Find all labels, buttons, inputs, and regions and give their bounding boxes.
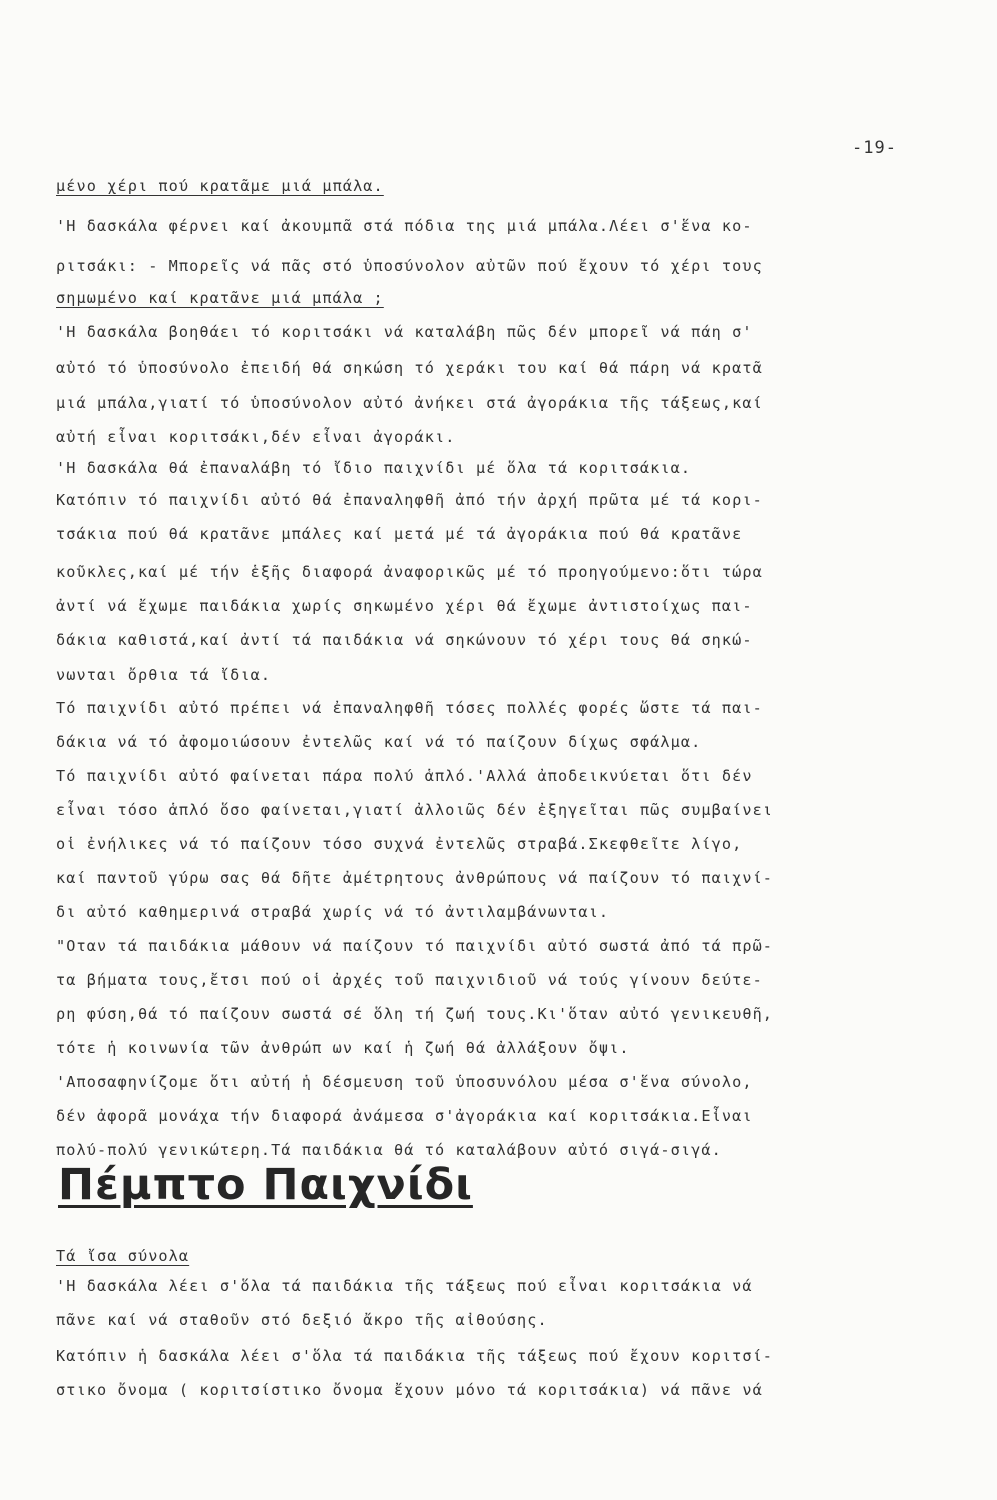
text-line: στικο ὄνομα ( κοριτσίστικο ὄνομα ἔχουν μόνο τά κοριτσάκια) νά πᾶνε νά <box>56 1381 763 1399</box>
text-line: δι αὐτό καθημερινά στραβά χωρίς νά τό ἀντιλαμβάνωνται. <box>56 903 610 921</box>
text-line: Κατόπιν ἡ δασκάλα λέει σ'ὅλα τά παιδάκια τῆς τάξεως πού ἔχουν κοριτσί- <box>56 1347 774 1365</box>
text-line: σημωμένο καί κρατᾶνε μιά μπάλα ; <box>56 289 384 307</box>
text-line: 'Η δασκάλα θά ἐπαναλάβη τό ἴδιο παιχνίδι μέ ὅλα τά κοριτσάκια. <box>56 459 692 477</box>
text-line: δάκια καθιστά,καί ἀντί τά παιδάκια νά σηκώνουν τό χέρι τους θά σηκώ- <box>56 631 753 649</box>
text-line: 'Η δασκάλα βοηθάει τό κοριτσάκι νά καταλάβη πῶς δέν μπορεῖ νά πάη σ' <box>56 323 753 341</box>
text-line: Τό παιχνίδι αὐτό πρέπει νά ἐπαναληφθῆ τόσες πολλές φορές ὥστε τά παι- <box>56 699 763 717</box>
subheading: Τά ἴσα σύνολα <box>56 1247 190 1265</box>
text-line: 'Η δασκάλα φέρνει καί ἀκουμπᾶ στά πόδια της μιά μπάλα.Λέει σ'ἕνα κο- <box>56 217 753 235</box>
text-line: ρη φύση,θά τό παίζουν σωστά σέ ὅλη τή ζωή τους.Κι'ὅταν αὐτό γενικευθῆ, <box>56 1005 774 1023</box>
page-number: -19- <box>852 138 897 158</box>
section-heading: Πέμπτο Παιχνίδι <box>58 1160 473 1210</box>
text-line: εἶναι τόσο ἁπλό ὅσο φαίνεται,γιατί ἀλλοιῶς δέν ἐξηγεῖται πῶς συμβαίνει <box>56 801 774 819</box>
text-line: πᾶνε καί νά σταθοῦν στό δεξιό ἄκρο τῆς αἰθούσης. <box>56 1311 548 1329</box>
text-line: 'Η δασκάλα λέει σ'ὅλα τά παιδάκια τῆς τάξεως πού εἶναι κοριτσάκια νά <box>56 1277 753 1295</box>
text-line: τότε ἡ κοινωνία τῶν ἀνθρώπ ων καί ἡ ζωή θά ἀλλάξουν ὄψι. <box>56 1039 630 1057</box>
text-line: καί παντοῦ γύρω σας θά δῆτε ἀμέτρητους ἀνθρώπους νά παίζουν τό παιχνί- <box>56 869 774 887</box>
text-line: "Οταν τά παιδάκια μάθουν νά παίζουν τό παιχνίδι αὐτό σωστά ἀπό τά πρῶ- <box>56 937 774 955</box>
text-line: οἱ ἐνήλικες νά τό παίζουν τόσο συχνά ἐντελῶς στραβά.Σκεφθεῖτε λίγο, <box>56 835 743 853</box>
text-line: κοῦκλες,καί μέ τήν ἑξῆς διαφορά ἀναφορικῶς μέ τό προηγούμενο:ὅτι τώρα <box>56 563 763 581</box>
text-line: νωνται ὄρθια τά ἴδια. <box>56 666 272 684</box>
text-line: αὐτή εἶναι κοριτσάκι,δέν εἶναι ἀγοράκι. <box>56 428 456 446</box>
text-line: μένο χέρι πού κρατᾶμε μιά μπάλα. <box>56 177 384 195</box>
text-line: Τό παιχνίδι αὐτό φαίνεται πάρα πολύ ἁπλό.'Αλλά ἀποδεικνύεται ὅτι δέν <box>56 767 753 785</box>
text-line: δάκια νά τό ἀφομοιώσουν ἐντελῶς καί νά τό παίζουν δίχως σφάλμα. <box>56 733 702 751</box>
text-line: 'Αποσαφηνίζομε ὅτι αὐτή ἡ δέσμευση τοῦ ὑποσυνόλου μέσα σ'ἕνα σύνολο, <box>56 1073 753 1091</box>
text-line: πολύ-πολύ γενικώτερη.Τά παιδάκια θά τό καταλάβουν αὐτό σιγά-σιγά. <box>56 1141 722 1159</box>
text-line: ἀντί νά ἔχωμε παιδάκια χωρίς σηκωμένο χέρι θά ἔχωμε ἀντιστοίχως παι- <box>56 597 753 615</box>
text-line: Κατόπιν τό παιχνίδι αὐτό θά ἐπαναληφθῆ ἀπό τήν ἀρχή πρῶτα μέ τά κορι- <box>56 491 763 509</box>
text-line: τσάκια πού θά κρατᾶνε μπάλες καί μετά μέ τά ἀγοράκια πού θά κρατᾶνε <box>56 525 743 543</box>
text-line: τα βήματα τους,ἔτσι πού οἱ ἀρχές τοῦ παιχνιδιοῦ νά τούς γίνουν δεύτε- <box>56 971 763 989</box>
text-line: δέν ἀφορᾶ μονάχα τήν διαφορά ἀνάμεσα σ'ἀγοράκια καί κοριτσάκια.Εἶναι <box>56 1107 753 1125</box>
text-line: αὐτό τό ὑποσύνολο ἐπειδή θά σηκώση τό χεράκι του καί θά πάρη νά κρατᾶ <box>56 359 763 377</box>
text-line: μιά μπάλα,γιατί τό ὑποσύνολον αὐτό ἀνήκει στά ἀγοράκια τῆς τάξεως,καί <box>56 394 763 412</box>
text-line: ριτσάκι: - Μπορεῖς νά πᾶς στό ὑποσύνολον αὐτῶν πού ἔχουν τό χέρι τους <box>56 257 763 275</box>
